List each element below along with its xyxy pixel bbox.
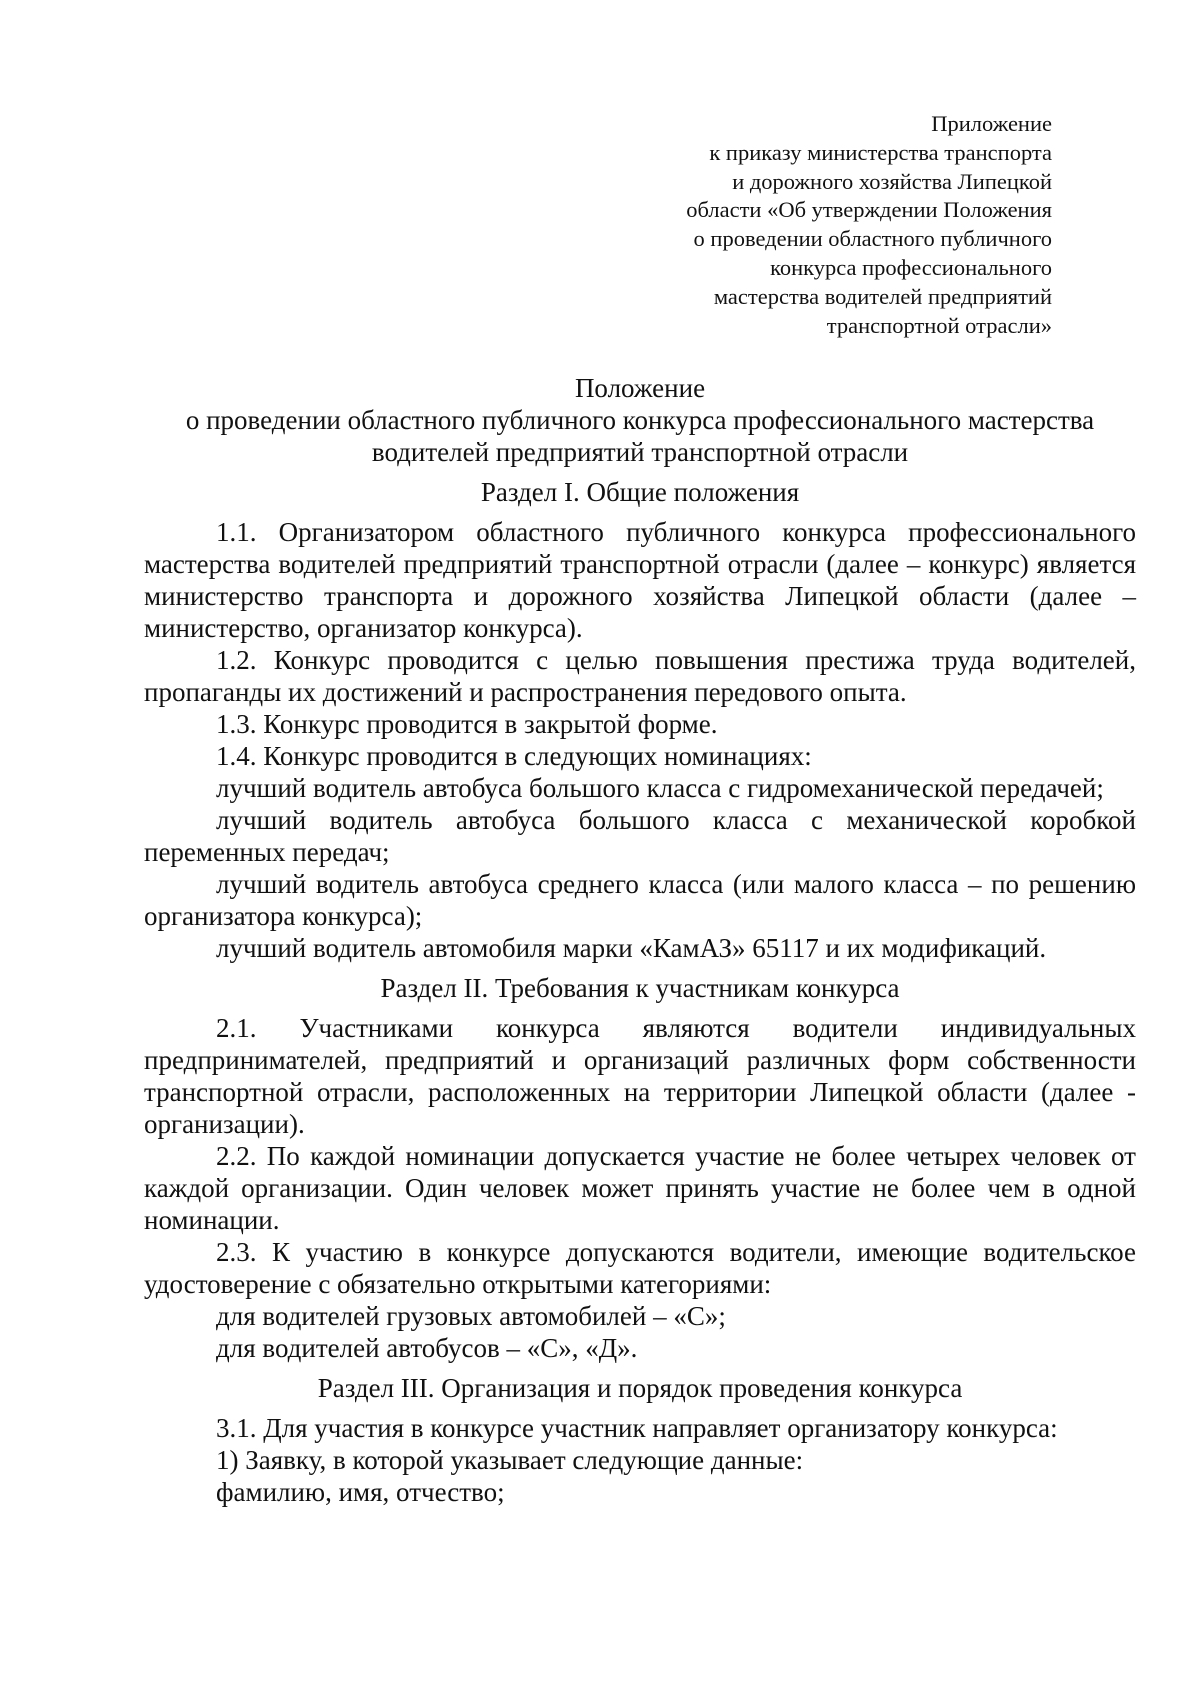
appendix-header xyxy=(686,110,1052,340)
document-title xyxy=(144,372,1136,468)
appendix-line: и дорожного хозяйства Липецкой xyxy=(732,168,1052,194)
category-item: для водителей автобусов – «С», «Д». xyxy=(216,1333,638,1363)
appendix-line: транспортной отрасли» xyxy=(826,312,1052,338)
appendix-line: к приказу министерства транспорта xyxy=(709,139,1052,165)
title-line: о проведении областного публичного конкурса профессионального мастерства xyxy=(185,405,1095,435)
paragraph-3-1: 3.1. Для участия в конкурсе участник направляет организатору конкурса: xyxy=(216,1413,1058,1443)
paragraph-2-1: 2.1. Участниками конкурса являются водители индивидуальных предпринимателей, предприятий и организаций различных форм собственности транспортной отрасли, расположенных на территории Липецкой области (далее - организации). xyxy=(144,1013,1136,1139)
nomination-item: лучший водитель автобуса большого класса с механической коробкой переменных передач; xyxy=(144,805,1136,867)
document-body xyxy=(144,372,1136,1508)
paragraph-1-3: 1.3. Конкурс проводится в закрытой форме. xyxy=(216,709,718,739)
list-item: фамилию, имя, отчество; xyxy=(216,1477,505,1507)
paragraph-1-1: 1.1. Организатором областного публичного конкурса профессионального мастерства водителей предприятий транспортной отрасли (далее – конкурс) является министерство транспорта и дорожного хозяйства Липецкой области (далее – министерство, организатор конкурса). xyxy=(144,517,1136,643)
paragraph-1-2: 1.2. Конкурс проводится с целью повышения престижа труда водителей, пропаганды их достижений и распространения передового опыта. xyxy=(144,645,1136,707)
appendix-line: Приложение xyxy=(931,111,1052,136)
section-3-heading: Раздел III. Организация и порядок проведения конкурса xyxy=(317,1373,963,1403)
appendix-line: конкурса профессионального xyxy=(770,254,1052,280)
paragraph-2-3: 2.3. К участию в конкурсе допускаются водители, имеющие водительское удостоверение с обязательно открытыми категориями: xyxy=(144,1237,1136,1299)
appendix-line: о проведении областного публичного xyxy=(693,226,1052,252)
appendix-line: области «Об утверждении Положения xyxy=(686,197,1052,223)
title-line: Положение xyxy=(574,373,706,403)
section-1-heading: Раздел I. Общие положения xyxy=(480,477,800,507)
category-item: для водителей грузовых автомобилей – «С»; xyxy=(216,1301,726,1331)
list-item: 1) Заявку, в которой указывает следующие данные: xyxy=(216,1445,804,1475)
nomination-item: лучший водитель автобуса большого класса с гидромеханической передачей; xyxy=(216,773,1104,803)
nomination-item: лучший водитель автомобиля марки «КамАЗ» 65117 и их модификаций. xyxy=(216,933,1047,963)
nomination-item: лучший водитель автобуса среднего класса (или малого класса – по решению организатора конкурса); xyxy=(144,869,1136,931)
paragraph-1-4: 1.4. Конкурс проводится в следующих номинациях: xyxy=(216,741,812,771)
title-line: водителей предприятий транспортной отрасли xyxy=(371,437,909,467)
appendix-line: мастерства водителей предприятий xyxy=(713,283,1052,309)
section-2-heading: Раздел II. Требования к участникам конкурса xyxy=(380,973,900,1003)
paragraph-2-2: 2.2. По каждой номинации допускается участие не более четырех человек от каждой организации. Один человек может принять участие не более чем в одной номинации. xyxy=(144,1141,1136,1235)
